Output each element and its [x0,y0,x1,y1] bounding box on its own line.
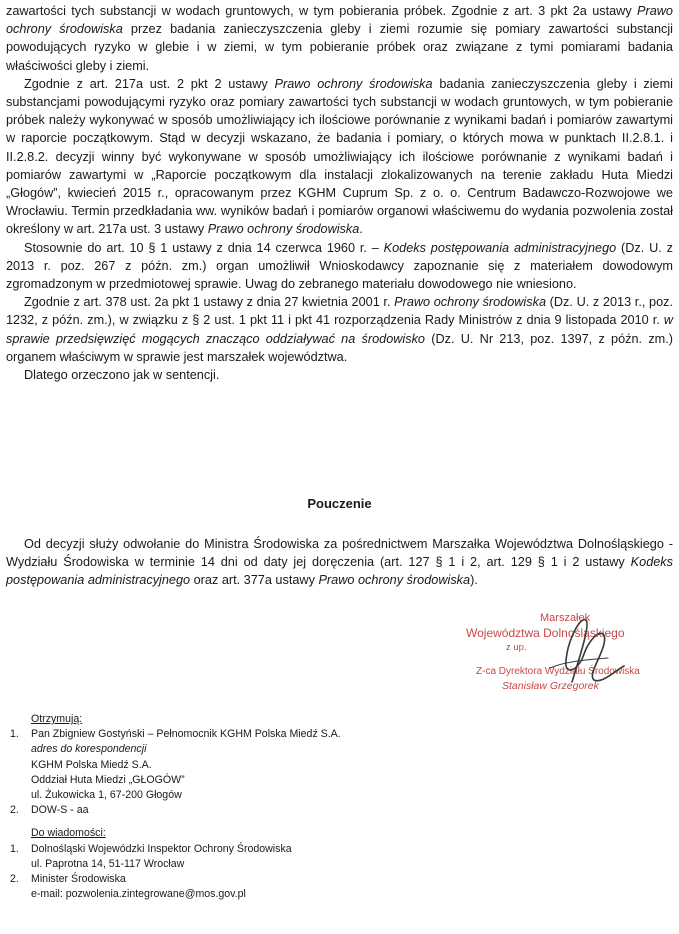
paragraph-5: Dlatego orzeczono jak w sentencji. [24,368,220,383]
cc-address: ul. Paprotna 14, 51-117 Wrocław [31,857,185,870]
recipient-address: adres do korespondencji KGHM Polska Miedź S.A. Oddział Huta Miedzi „GŁOGÓW” ul. Żukowicka 1, 67-200 Głogów [31,743,185,802]
distribution-lists [10,712,510,902]
stamp-position: Z-ca Dyrektora Wydziału Środowiska [476,666,640,677]
stamp-signatory: Stanisław Grzegorek [502,680,599,692]
stamp-office: Województwa Dolnośląskiego [466,626,625,640]
stamp-proxy: z up. [506,642,527,653]
list-item: 1. Pan Zbigniew Gostyński – Pełnomocnik KGHM Polska Miedź S.A. [10,727,510,742]
list-item: 2. Minister Środowiska [10,872,510,887]
paragraph-2: Zgodnie z art. 217a ust. 2 pkt 2 ustawy Prawo ochrony środowiska badania zanieczyszczenia gleby i ziemi substancjami powodującymi ryzyko oraz pomiary zawartości tych substancji w wodach gruntowych, w tym pobieranie próbek należy wykonywać w sposób umożliwiający ich ilościowe porównanie z wynikami badań i pomiarów zawartymi w raporcie początkowym. Stąd w decyzji wskazano, że badania i pomiary, o których mowa w punktach II.2.8.1. i II.2.8.2. decyzji winny być wykonywane w sposób umożliwiający ich ilościowe porównanie z wynikami badań i pomiarów zawartymi w „Raporcie początkowym dla instalacji zlokalizowanych na terenie zakładu Huta Miedzi „Głogów”, kwiecień 2015 r., opracowanym przez KGHM Cuprum Sp. z o. o. Centrum Badawczo-Rozwojowe we Wrocławiu. Termin przedkładania ww. wyników badań i pomiarów organowi właściwemu do wydania pozwolenia został określony w art. 217a ust. 3 ustawy Prawo ochrony środowiska. [6,76,673,237]
paragraph-3: Stosownie do art. 10 § 1 ustawy z dnia 14 czerwca 1960 r. – Kodeks postępowania administracyjnego (Dz. U. z 2013 r. poz. 267 z późn. zm.) organ umożliwił Wnioskodawcy zapoznanie się z materiałem dowodowym zgromadzonym w przedmiotowej sprawie. Uwag do zebranego materiału dowodowego nie wniesiono. [6,240,673,292]
pouczenie-section [6,535,673,590]
stamp-title: Marszałek [540,612,591,624]
handwritten-signature-icon [512,610,632,690]
justification-text [6,2,673,384]
cc-name: Dolnośląski Wojewódzki Inspektor Ochrony Środowiska [31,842,292,855]
paragraph-4: Zgodnie z art. 378 ust. 2a pkt 1 ustawy z dnia 27 kwietnia 2001 r. Prawo ochrony środowiska (Dz. U. z 2013 r., poz. 1232, z późn. zm.), w związku z § 2 ust. 1 pkt 11 i pkt 41 rozporządzenia Rady Ministrów z dnia 9 listopada 2010 r. w sprawie przedsięwzięć mogących znacząco oddziaływać na środowisko (Dz. U. Nr 213, poz. 1397, z późn. zm.) organem właściwym w sprawie jest marszałek województwa. [6,295,674,364]
recipients-header: Otrzymują: [31,713,83,725]
cc-header: Do wiadomości: [31,827,106,840]
list-item: 1. Dolnośląski Wojewódzki Inspektor Ochrony Środowiska [10,842,510,857]
recipient-name: Pan Zbigniew Gostyński – Pełnomocnik KGHM Polska Miedź S.A. [31,728,341,741]
list-item: 2. DOW-S - aa [10,803,510,818]
paragraph-1: zawartości tych substancji w wodach gruntowych, w tym pobierania próbek. Zgodnie z art. 3 pkt 2a ustawy Prawo ochrony środowiska przez badania zanieczyszczenia gleby i ziemi rozumie się pomiary zawartości substancji powodujących ryzyko w glebie i w ziemi, w tym pobieranie próbek oraz związane z tymi pomiarami badania właściwości gleby i ziemi. [6,4,673,73]
cc-name: Minister Środowiska [31,873,126,886]
cc-email: e-mail: pozwolenia.zintegrowane@mos.gov.pl [31,888,246,901]
pouczenie-heading: Pouczenie [307,496,372,511]
recipient-name: DOW-S - aa [31,804,89,817]
pouczenie-paragraph: Od decyzji służy odwołanie do Ministra Środowiska za pośrednictwem Marszałka Województwa Dolnośląskiego - Wydziału Środowiska w terminie 14 dni od daty jej doręczenia (art. 127 § 1 i 2, art. 129 § 1 i 2 ustawy Kodeks postępowania administracyjnego oraz art. 377a ustawy Prawo ochrony środowiska). [6,537,673,588]
signature-stamp [462,610,672,700]
